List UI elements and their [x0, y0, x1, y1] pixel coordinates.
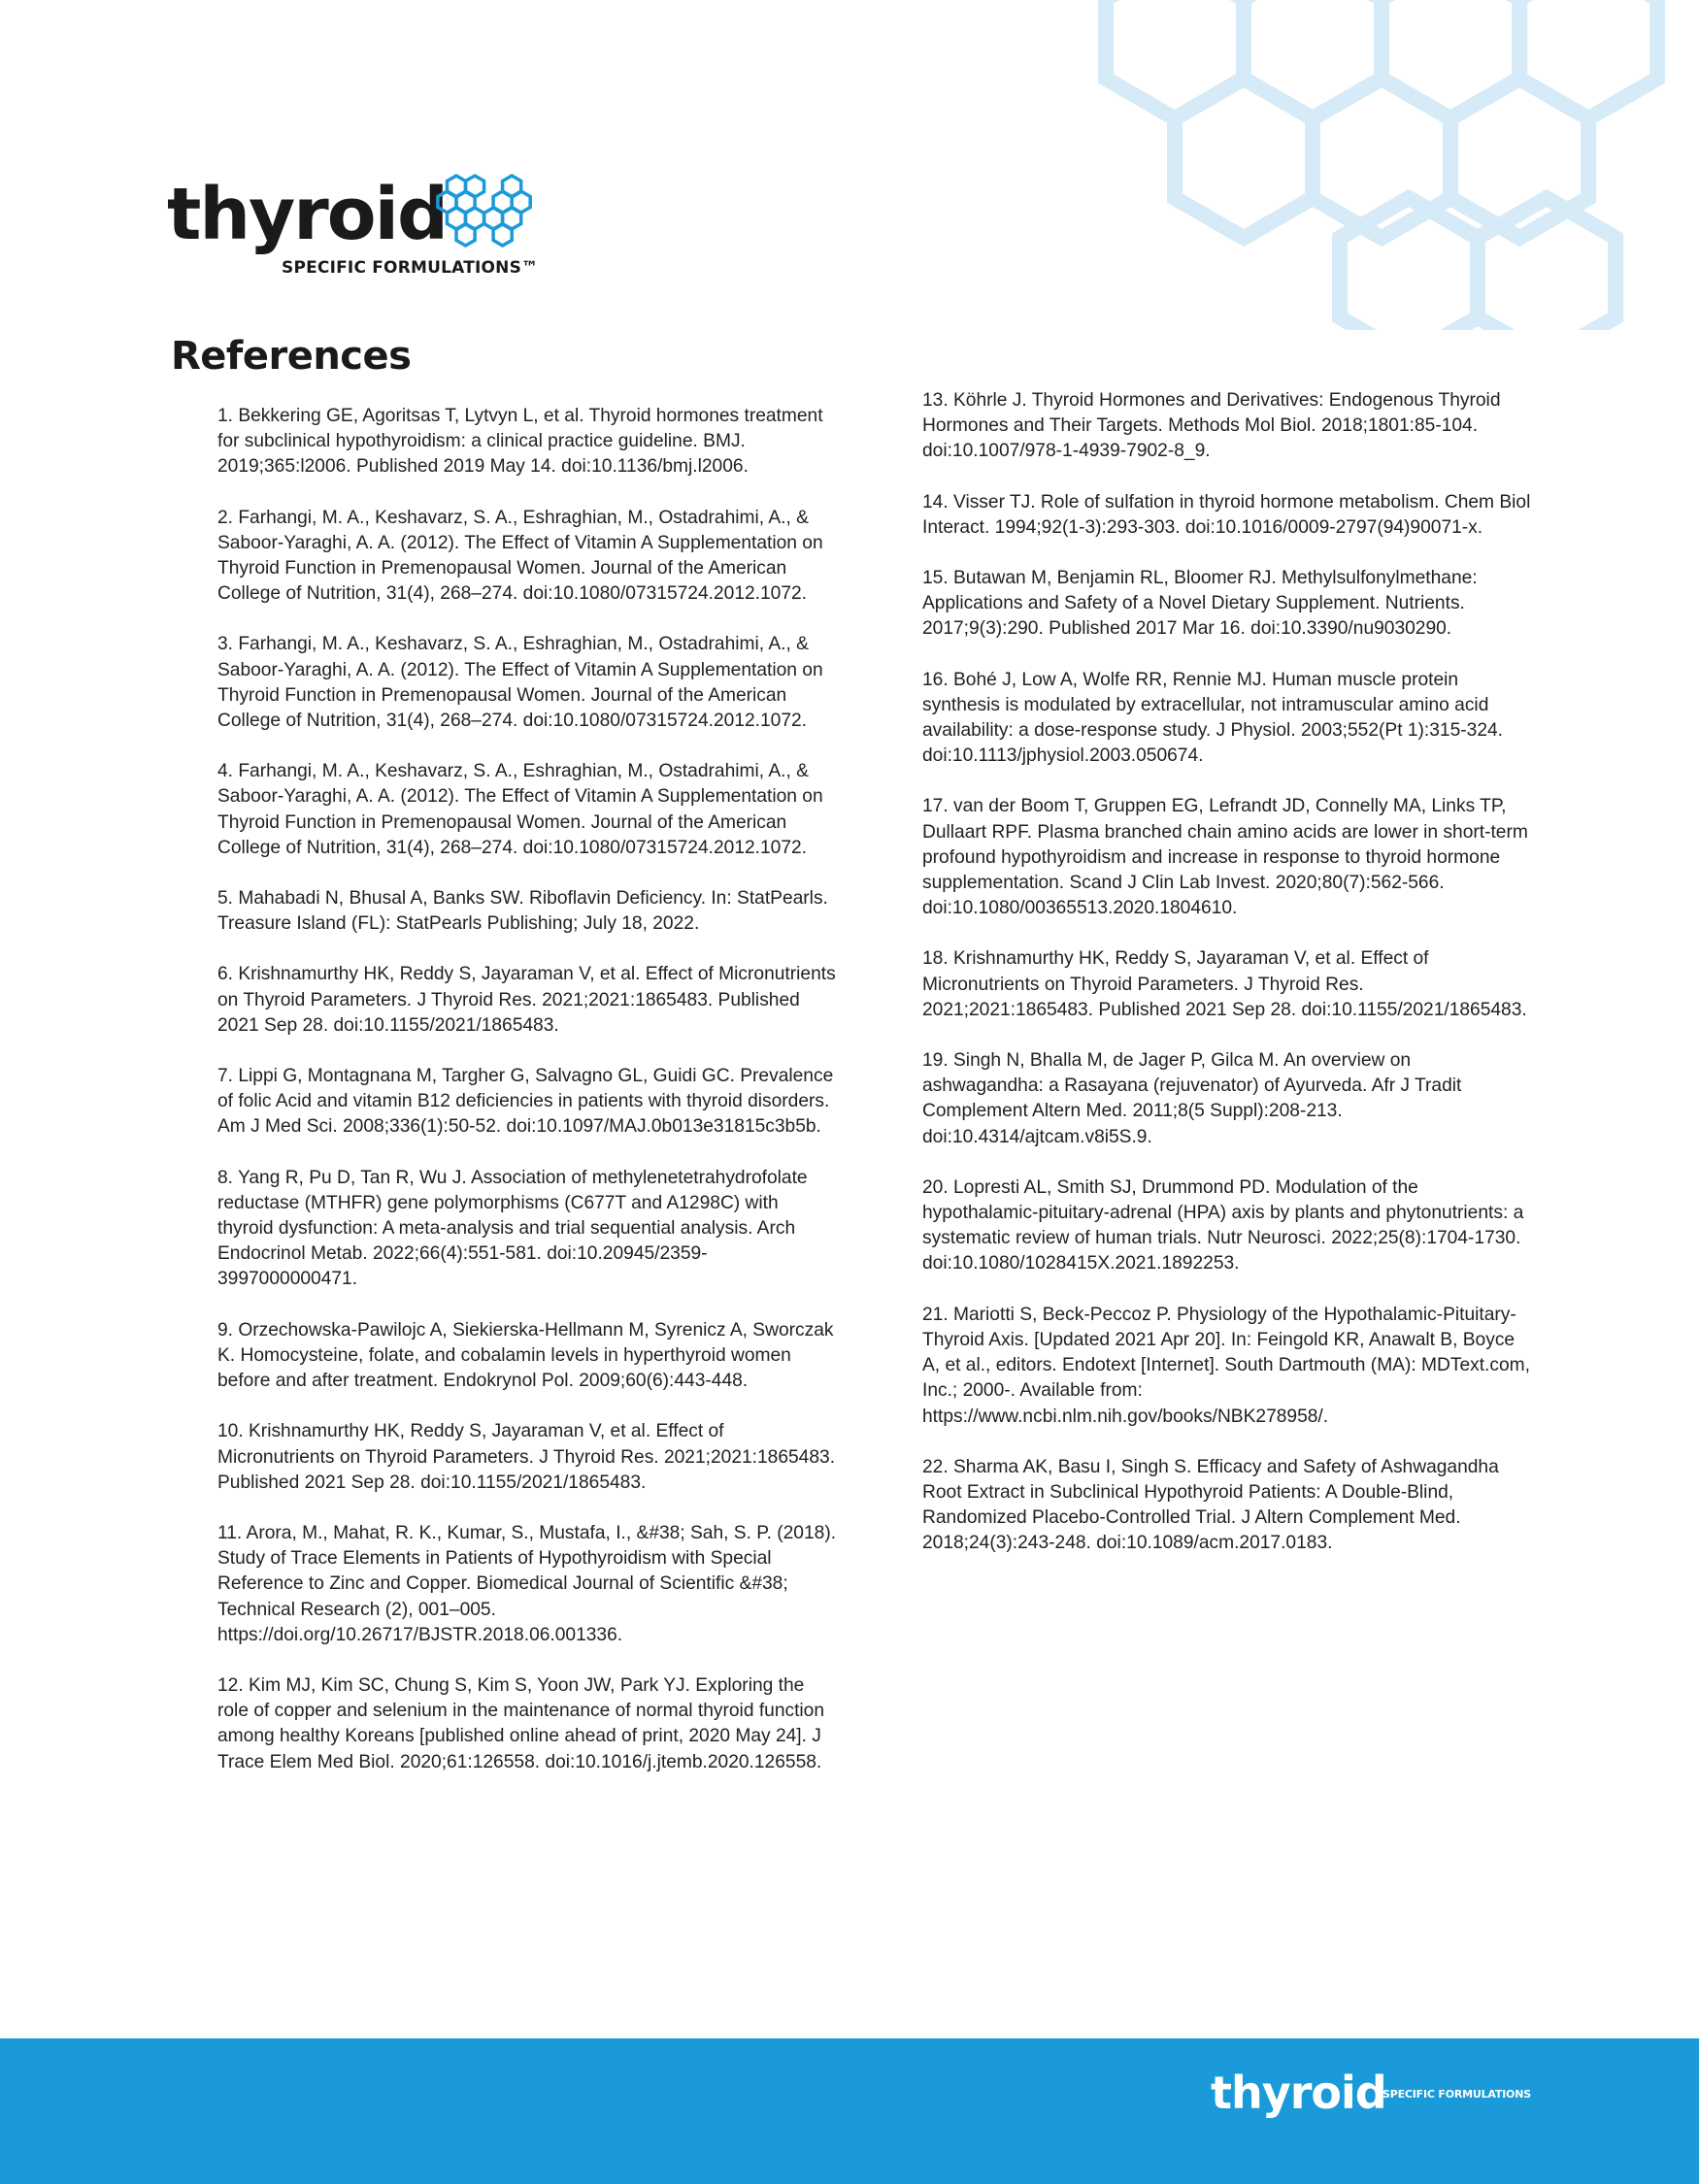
reference-item: 1. Bekkering GE, Agoritsas T, Lytvyn L, et al. Thyroid hormones treatment for subclinical hypothyroidism: a clinical practice guideline. BMJ. 2019;365:l2006. Published 2019 May 14. doi:10.1136/bmj.l2006. — [217, 406, 823, 478]
reference-item: 14. Visser TJ. Role of sulfation in thyroid hormone metabolism. Chem Biol Interact. 1994;92(1-3):293-303. doi:10.1016/0009-2797(94)90071-x. — [922, 491, 1531, 538]
footer-band — [0, 2038, 1699, 2184]
hexagon-shape — [1244, 0, 1382, 118]
reference-item: 7. Lippi G, Montagnana M, Targher G, Salvagno GL, Guidi GC. Prevalence of folic Acid and vitamin B12 deficiencies in patients with thyroid disorders. Am J Med Sci. 2008;336(1):50-52. doi:10.1097/MAJ.0b013e31815c3b5b. — [217, 1066, 834, 1138]
molecule-hexagon — [456, 224, 475, 246]
molecule-icon — [427, 173, 544, 260]
reference-item: 19. Singh N, Bhalla M, de Jager P, Gilca M. An overview on ashwagandha: a Rasayana (rejuvenator) of Ayurveda. Afr J Tradit Complement Altern Med. 2011;8(5 Suppl):208-213. doi:10.4314/ajtcam.v8i5S.9. — [922, 1050, 1462, 1147]
reference-item: 3. Farhangi, M. A., Keshavarz, S. A., Eshraghian, M., Ostadrahimi, A., & Saboor-Yaraghi, A. A. (2012). The Effect of Vitamin A Supplementation on Thyroid Function in Premenopausal Women. Journal of the American College of Nutrition, 31(4), 268–274. doi:10.1080/07315724.2012.1072. — [217, 634, 823, 732]
hexagon-shape — [1519, 0, 1657, 118]
brand-logo — [167, 173, 555, 280]
hexagon-shape — [1175, 79, 1313, 238]
hexagon-shape — [1106, 0, 1244, 118]
reference-item: 11. Arora, M., Mahat, R. K., Kumar, S., Mustafa, I., &#38; Sah, S. P. (2018). Study of Trace Elements in Patients of Hypothyroidism with Special Reference to Zinc and Copper. Biomedical Journal of Scientific &#38; Technical Research (2), 001–005. https://doi.org/10.26717/BJSTR.2018.06.001336. — [217, 1522, 837, 1645]
brand-wordmark: thyroid — [167, 173, 447, 256]
reference-item: 16. Bohé J, Low A, Wolfe RR, Rennie MJ. Human muscle protein synthesis is modulated by extracellular, not intramuscular amino acid availability: a dose-response study. J Physiol. 2003;552(Pt 1):315-324. doi:10.1113/jphysiol.2003.050674. — [922, 669, 1503, 767]
references-left-column — [217, 404, 839, 1801]
reference-item: 13. Köhrle J. Thyroid Hormones and Derivatives: Endogenous Thyroid Hormones and Their Targets. Methods Mol Biol. 2018;1801:85-104. doi:10.1007/978-1-4939-7902-8_9. — [922, 390, 1501, 462]
reference-item: 9. Orzechowska-Pawilojc A, Siekierska-Hellmann M, Syrenicz A, Sworczak K. Homocysteine, folate, and cobalamin levels in hyperthyroid women before and after treatment. Endokrynol Pol. 2009;60(6):443-448. — [217, 1319, 834, 1392]
hexagon-shape — [1382, 0, 1519, 118]
reference-item: 6. Krishnamurthy HK, Reddy S, Jayaraman V, et al. Effect of Micronutrients on Thyroid Parameters. J Thyroid Res. 2021;2021:1865483. Published 2021 Sep 28. doi:10.1155/2021/1865483. — [217, 964, 836, 1036]
reference-item: 21. Mariotti S, Beck-Peccoz P. Physiology of the Hypothalamic-Pituitary-Thyroid Axis. [Updated 2021 Apr 20]. In: Feingold KR, Anawalt B, Boyce A, et al., editors. Endotext [Internet]. South Dartmouth (MA): MDText.com, Inc.; 2000-. Available from: https://www.ncbi.nlm.nih.gov/books/NBK278958/. — [922, 1304, 1530, 1427]
reference-item: 10. Krishnamurthy HK, Reddy S, Jayaraman V, et al. Effect of Micronutrients on Thyroid Parameters. J Thyroid Res. 2021;2021:1865483. Published 2021 Sep 28. doi:10.1155/2021/1865483. — [217, 1421, 836, 1493]
reference-item: 22. Sharma AK, Basu I, Singh S. Efficacy and Safety of Ashwagandha Root Extract in Subclinical Hypothyroid Patients: A Double-Blind, Randomized Placebo-Controlled Trial. J Altern Complement Med. 2018;24(3):243-248. doi:10.1089/acm.2017.0183. — [922, 1456, 1499, 1554]
reference-item: 20. Lopresti AL, Smith SJ, Drummond PD. Modulation of the hypothalamic-pituitary-adrenal (HPA) axis by plants and phytonutrients: a systematic review of human trials. Nutr Neurosci. 2022;25(8):1704-1730. doi:10.1080/1028415X.2021.1892253. — [922, 1176, 1524, 1274]
reference-item: 2. Farhangi, M. A., Keshavarz, S. A., Eshraghian, M., Ostadrahimi, A., & Saboor-Yaraghi, A. A. (2012). The Effect of Vitamin A Supplementation on Thyroid Function in Premenopausal Women. Journal of the American College of Nutrition, 31(4), 268–274. doi:10.1080/07315724.2012.1072. — [217, 507, 823, 605]
molecule-hexagon — [493, 224, 512, 246]
page-title: References — [171, 334, 412, 379]
footer-wordmark: thyroid — [1211, 2067, 1386, 2119]
references-right-column — [922, 388, 1534, 1582]
reference-item: 15. Butawan M, Benjamin RL, Bloomer RJ. Methylsulfonylmethane: Applications and Safety of a Novel Dietary Supplement. Nutrients. 2017;9(3):290. Published 2017 Mar 16. doi:10.3390/nu9030290. — [922, 568, 1478, 640]
brand-tagline: SPECIFIC FORMULATIONS™ — [282, 258, 539, 278]
reference-item: 18. Krishnamurthy HK, Reddy S, Jayaraman V, et al. Effect of Micronutrients on Thyroid Parameters. J Thyroid Res. 2021;2021:1865483. Published 2021 Sep 28. doi:10.1155/2021/1865483. — [922, 948, 1527, 1020]
footer-tagline: SPECIFIC FORMULATIONS — [1383, 2088, 1531, 2101]
reference-item: 8. Yang R, Pu D, Tan R, Wu J. Association of methylenetetrahydrofolate reductase (MTHFR) gene polymorphisms (C677T and A1298C) with thyroid dysfunction: A meta-analysis and trial sequential analysis. Arch Endocrinol Metab. 2022;66(4):551-581. doi:10.20945/2359-3997000000471. — [217, 1167, 808, 1290]
hexagon-background — [0, 0, 1699, 330]
reference-item: 5. Mahabadi N, Bhusal A, Banks SW. Riboflavin Deficiency. In: StatPearls. Treasure Island (FL): StatPearls Publishing; July 18, 2022. — [217, 888, 828, 935]
reference-item: 17. van der Boom T, Gruppen EG, Lefrandt JD, Connelly MA, Links TP, Dullaart RPF. Plasma branched chain amino acids are lower in short-term profound hypothyroidism and increase in response to thyroid hormone supplementation. Scand J Clin Lab Invest. 2020;80(7):562-566. doi:10.1080/00365513.2020.1804610. — [922, 796, 1528, 919]
reference-item: 4. Farhangi, M. A., Keshavarz, S. A., Eshraghian, M., Ostadrahimi, A., & Saboor-Yaraghi, A. A. (2012). The Effect of Vitamin A Supplementation on Thyroid Function in Premenopausal Women. Journal of the American College of Nutrition, 31(4), 268–274. doi:10.1080/07315724.2012.1072. — [217, 761, 823, 858]
reference-item: 12. Kim MJ, Kim SC, Chung S, Kim S, Yoon JW, Park YJ. Exploring the role of copper and selenium in the maintenance of normal thyroid function among healthy Koreans [published online ahead of print, 2020 May 24]. J Trace Elem Med Biol. 2020;61:126558. doi:10.1016/j.jtemb.2020.126558. — [217, 1674, 825, 1772]
